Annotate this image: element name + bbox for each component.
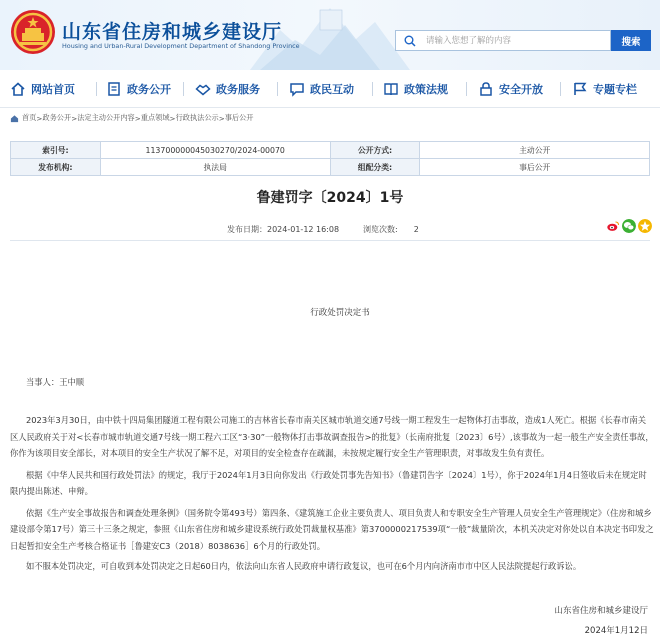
publish-date bbox=[227, 224, 339, 235]
nav-item-policy[interactable] bbox=[383, 70, 448, 108]
nav-item-security[interactable] bbox=[478, 70, 543, 108]
nav-label: 政务服务 bbox=[216, 83, 260, 96]
wechat-share-icon[interactable] bbox=[622, 219, 636, 233]
table-row bbox=[11, 142, 650, 159]
nav-divider bbox=[183, 82, 184, 96]
paragraph-appeal: 如不服本处罚决定，可自收到本处罚决定之日起60日内，依法向山东省人民政府申请行政复议，也可在6个月内向济南市市中区人民法院提起行政诉讼。 bbox=[26, 561, 582, 571]
nav-item-interaction[interactable] bbox=[289, 70, 354, 108]
public-method-label: 公开方式: bbox=[330, 142, 420, 159]
qzone-share-icon[interactable] bbox=[638, 219, 652, 233]
home-icon bbox=[10, 81, 26, 97]
view-count-value: 2 bbox=[413, 225, 419, 234]
party-line bbox=[10, 374, 654, 391]
public-method-value: 主动公开 bbox=[420, 142, 650, 159]
search-input[interactable] bbox=[426, 34, 606, 48]
breadcrumb-separator: > bbox=[218, 113, 225, 123]
document-icon bbox=[106, 81, 122, 97]
nav-divider bbox=[372, 82, 373, 96]
site-subtitle: Housing and Urban-Rural Development Department of Shandong Province bbox=[62, 42, 300, 50]
publisher-label: 发布机构: bbox=[11, 159, 101, 176]
view-count-label: 浏览次数: bbox=[363, 225, 398, 234]
index-value: 113700000045030270/2024-00070 bbox=[100, 142, 330, 159]
nav-label: 安全开放 bbox=[499, 83, 543, 96]
document-heading: 行政处罚决定书 bbox=[310, 308, 370, 318]
lock-icon bbox=[478, 81, 494, 97]
paragraph-decision: 依据《生产安全事故报告和调查处理条例》（国务院令第493号）第四条、《建筑施工企业主要负责人、项目负责人和专职安全生产管理人员安全生产管理规定》（住房和城乡建设部令第17号）第三十三条之规定，参照《山东省住房和城乡建设系统行政处罚裁量权基准》第3700000217539项“一般”裁量阶次，本机关决定对你处以自本决定书印发之日起暂扣安全生产考核合格证书［鲁建安C3（2018）8038636］6个月的行政处罚。 bbox=[10, 507, 654, 551]
paragraph-facts: 2023年3月30日，由中铁十四局集团隧道工程有限公司施工的吉林省长春市南关区城市轨道交通7号线一期工程发生一起物体打击事故，造成1人死亡。根据《长春市南关区人民政府关于对<长春市城市轨道交通7号线一期工程六工区“3·30”一般物体打击事故调查报告>的批复》（长南府批复〔2023〕6号）,该事故为一起一般生产安全责任事故，你作为该项目安全部长，对本项目的安全生产状况了解不足，对项目的安全检查存在疏漏，未按规定履行安全生产管理职责，对事故发生负有责任。 bbox=[10, 415, 654, 458]
signature-date: 2024年1月12日 bbox=[584, 626, 648, 636]
breadcrumb-link[interactable]: 重点领域 bbox=[140, 113, 170, 122]
document-body bbox=[10, 412, 654, 575]
publish-date-label: 发布日期： bbox=[227, 225, 267, 234]
category-label: 组配分类: bbox=[330, 159, 420, 176]
index-label: 索引号: bbox=[11, 142, 101, 159]
nav-item-home[interactable] bbox=[10, 70, 75, 108]
paragraph-procedure: 根据《中华人民共和国行政处罚法》的规定，我厅于2024年1月3日向你发出《行政处罚事先告知书》（鲁建罚告字〔2024〕1号），你于2024年1月4日签收后未在规定时限内提出陈述、申辩。 bbox=[10, 469, 647, 496]
signature-org: 山东省住房和城乡建设厅 bbox=[554, 606, 648, 616]
document-info-table bbox=[10, 141, 650, 176]
party-text: 当事人：王中顺 bbox=[26, 377, 85, 387]
breadcrumb-link[interactable]: 行政执法公示 bbox=[175, 113, 219, 122]
nav-item-topics[interactable] bbox=[572, 70, 637, 108]
publish-date-value: 2024-01-12 16:08 bbox=[267, 225, 340, 234]
search-icon bbox=[404, 35, 416, 47]
weibo-share-icon[interactable] bbox=[606, 219, 620, 233]
nav-divider bbox=[277, 82, 278, 96]
nav-item-gov-service[interactable] bbox=[195, 70, 260, 108]
breadcrumb-home-icon bbox=[10, 114, 19, 123]
category-value: 事后公开 bbox=[420, 159, 650, 176]
flag-icon bbox=[572, 81, 588, 97]
publisher-value: 执法局 bbox=[100, 159, 330, 176]
breadcrumb-separator: > bbox=[134, 113, 141, 123]
nav-item-gov-open[interactable] bbox=[106, 70, 171, 108]
search-box bbox=[395, 30, 611, 51]
national-emblem-icon bbox=[10, 9, 56, 55]
nav-divider bbox=[96, 82, 97, 96]
handshake-icon bbox=[195, 81, 211, 97]
nav-label: 网站首页 bbox=[31, 83, 75, 96]
nav-label: 政民互动 bbox=[310, 83, 354, 96]
search-button[interactable]: 搜索 bbox=[611, 30, 651, 51]
nav-divider bbox=[560, 82, 561, 96]
breadcrumb-link[interactable]: 法定主动公开内容 bbox=[77, 113, 135, 122]
breadcrumb-link[interactable]: 政务公开 bbox=[42, 113, 72, 122]
chat-icon bbox=[289, 81, 305, 97]
breadcrumb-link[interactable]: 首页 bbox=[22, 113, 37, 122]
breadcrumb bbox=[10, 113, 254, 123]
breadcrumb-separator: > bbox=[169, 113, 176, 123]
breadcrumb-separator: > bbox=[36, 113, 43, 123]
nav-label: 专题专栏 bbox=[593, 83, 637, 96]
breadcrumb-separator: > bbox=[71, 113, 78, 123]
nav-label: 政务公开 bbox=[127, 83, 171, 96]
breadcrumb-link[interactable]: 事后公开 bbox=[224, 113, 254, 122]
site-header bbox=[0, 0, 660, 70]
document-title: 鲁建罚字〔2024〕1号 bbox=[256, 190, 404, 206]
nav-divider bbox=[466, 82, 467, 96]
divider bbox=[10, 240, 650, 241]
main-nav bbox=[0, 70, 660, 108]
book-icon bbox=[383, 81, 399, 97]
nav-label: 政策法规 bbox=[404, 83, 448, 96]
site-title: 山东省住房和城乡建设厅 bbox=[62, 21, 283, 43]
view-count bbox=[363, 224, 419, 235]
table-row bbox=[11, 159, 650, 176]
